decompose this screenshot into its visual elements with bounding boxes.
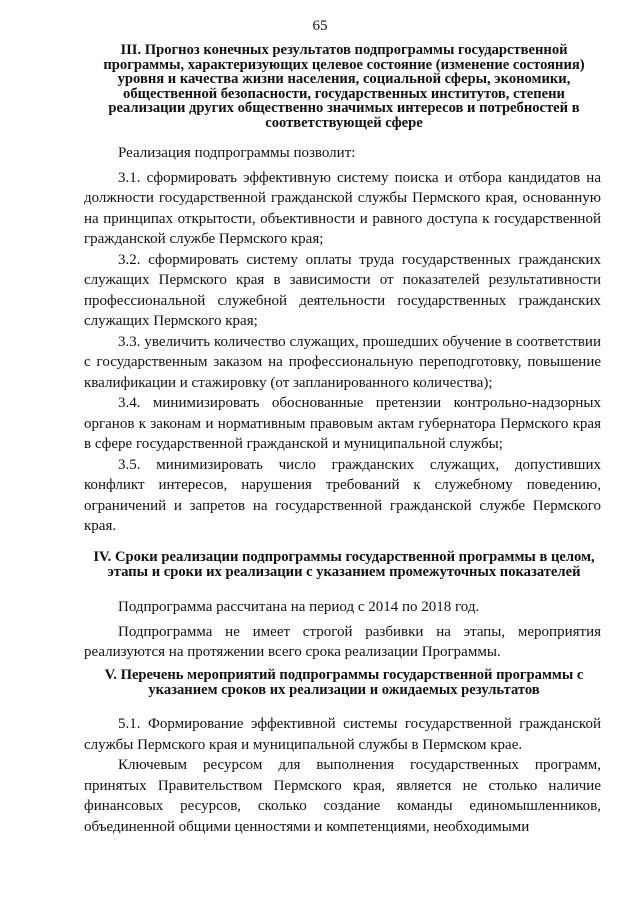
section-3-item-2: 3.2. сформировать систему оплаты труда государственных гражданских служащих Пермского края в зависимости от показателей результативности профессиональной служебной деятельности государственных гражданских служащих Пермского края; xyxy=(84,251,601,329)
section-5-heading: V. Перечень мероприятий подпрограммы государственной программы с указанием сроков их реализации и ожидаемых результатов xyxy=(104,667,584,698)
section-3-item-5: 3.5. минимизировать число гражданских служащих, допустивших конфликт интересов, нарушения требований к служебному поведению, ограничений и запретов на государственной гражданской службе Пермского края. xyxy=(84,456,601,534)
section-4-body xyxy=(84,597,601,663)
page-number: 65 xyxy=(312,18,328,34)
section-5-paragraph-2: Ключевым ресурсом для выполнения государственных программ, принятых Правительством Пермского края, является не столько наличие финансовых ресурсов, сколько создание команды единомышленников, объединенной общими ценностями и компетенциями, необходимыми xyxy=(84,757,601,835)
section-3-intro: Реализация подпрограммы позволит: xyxy=(118,145,356,161)
section-3-body xyxy=(84,143,601,537)
section-3-item-3: 3.3. увеличить количество служащих, прошедших обучение в соответствии с государственным заказом на профессиональную переподготовку, повышение квалификации и стажировку (от запланированного количества); xyxy=(84,333,601,391)
section-4-paragraph-2: Подпрограмма не имеет строгой разбивки на этапы, мероприятия реализуются на протяжении всего срока реализации Программы. xyxy=(84,623,601,660)
section-4-paragraph-1: Подпрограмма рассчитана на период с 2014 по 2018 год. xyxy=(118,599,480,615)
section-5-body xyxy=(84,714,601,837)
section-3-item-1: 3.1. сформировать эффективную систему поиска и отбора кандидатов на должности государственной гражданской службы Пермского края, основанную на принципах открытости, объективности и равного доступа к государственной гражданской службе Пермского края; xyxy=(84,169,601,247)
section-5-paragraph-1: 5.1. Формирование эффективной системы государственной гражданской службы Пермского края и муниципальной службы в Пермском крае. xyxy=(84,716,601,753)
section-3-heading: III. Прогноз конечных результатов подпрограммы государственной программы, характеризующих целевое состояние (изменение состояния) уровня и качества жизни населения, социальной сферы, экономики, общественной безопасности, государственных институтов, степени реализации других общественно значимых интересов и потребностей в соответствующей сфере xyxy=(103,42,585,131)
section-4-heading: IV. Сроки реализации подпрограммы государственной программы в целом, этапы и сроки их реализации с указанием промежуточных показателей xyxy=(93,549,595,580)
section-3-item-4: 3.4. минимизировать обоснованные претензии контрольно-надзорных органов к законам и нормативным правовым актам губернатора Пермского края в сфере государственной гражданской и муниципальной службы; xyxy=(84,395,601,452)
